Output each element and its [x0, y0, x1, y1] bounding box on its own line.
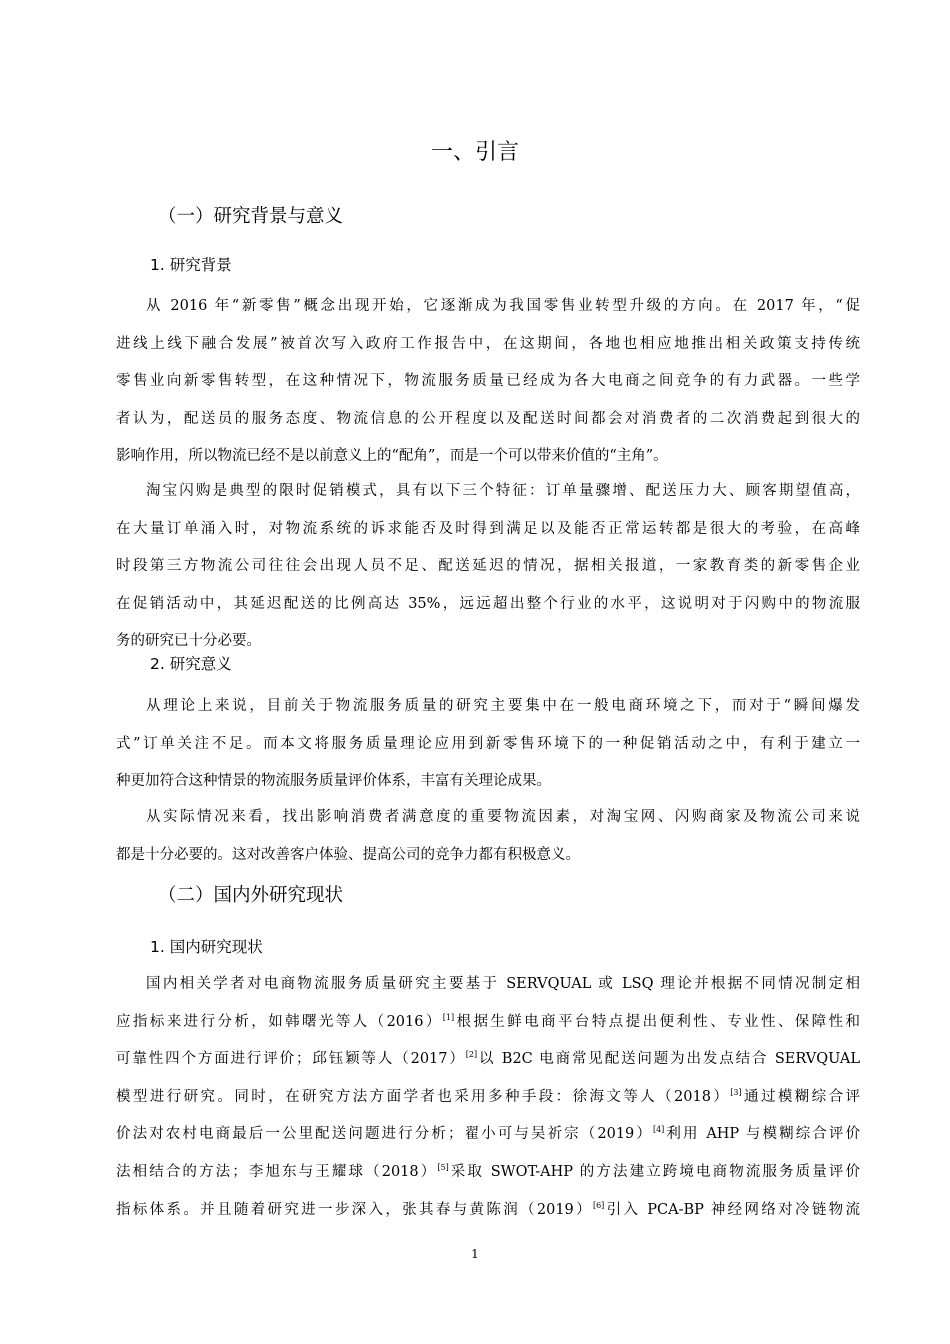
- body-paragraph: [116, 966, 860, 1229]
- paragraph-line: 零售业向新零售转型，在这种情况下，物流服务质量已经成为各大电商之间竞争的有力武器。一些学: [116, 373, 860, 390]
- paragraph-line: [116, 1041, 860, 1079]
- paragraph-line: 进线上线下融合发展”被首次写入政府工作报告中，在这期间，各地也相应地推出相关政策支持传统: [116, 335, 860, 352]
- paragraph-line: [116, 966, 860, 1004]
- citation-marker: [1]: [442, 1012, 455, 1022]
- paragraph-line: 种更加符合这种情景的物流服务质量评价体系，丰富有关理论成果。: [116, 773, 551, 790]
- text-run: 法相结合的方法；李旭东与王耀球（2018）: [116, 1163, 438, 1180]
- text-run: 利用 AHP 与模糊综合评价: [664, 1126, 860, 1143]
- text-run: 通过模糊综合评: [741, 1088, 860, 1105]
- chapter-heading: 一、引言: [430, 140, 519, 165]
- text-run: 可靠性四个方面进行评价；邱钰颖等人（2017）: [116, 1051, 466, 1068]
- paragraph-line: 务的研究已十分必要。: [116, 633, 261, 650]
- text-run: 价法对农村电商最后一公里配送问题进行分析；翟小可与吴祈宗（2019）: [116, 1126, 653, 1143]
- paragraph-line: [116, 1079, 860, 1117]
- paragraph-line: [116, 1154, 860, 1192]
- citation-marker: [2]: [465, 1050, 478, 1060]
- paragraph-line: 时段第三方物流公司往往会出现人员不足、配送延迟的情况，据相关报道，一家教育类的新零售企业: [116, 558, 860, 575]
- paragraph-line: 影响作用，所以物流已经不是以前意义上的“配角”，而是一个可以带来价值的“主角”。: [116, 448, 668, 465]
- section-heading: （二）国内外研究现状: [158, 885, 344, 906]
- subsection-heading: 1. 国内研究现状: [150, 938, 263, 956]
- paragraph-line: 从实际情况来看，找出影响消费者满意度的重要物流因素，对淘宝网、闪购商家及物流公司来说: [146, 809, 860, 825]
- body-paragraph: [116, 473, 860, 661]
- paragraph-line: [116, 1192, 860, 1230]
- paragraph-line: [116, 1004, 860, 1042]
- text-run: 采取 SWOT-AHP 的方法建立跨境电商物流服务质量评价: [448, 1163, 860, 1180]
- paragraph-line: 式”订单关注不足。而本文将服务质量理论应用到新零售环境下的一种促销活动之中，有利于建立一: [116, 735, 860, 752]
- paragraph-line: 从 2016 年“新零售”概念出现开始，它逐渐成为我国零售业转型升级的方向。在 2017 年，“促: [146, 298, 860, 314]
- paragraph-line: 在大量订单涌入时，对物流系统的诉求能否及时得到满足以及能否正常运转都是很大的考验，在高峰: [116, 520, 860, 537]
- paragraph-line: [116, 1116, 860, 1154]
- subsection-heading: 2. 研究意义: [150, 655, 232, 673]
- text-run: 模型进行研究。同时，在研究方法方面学者也采用多种手段：徐海文等人（2018）: [116, 1088, 731, 1105]
- body-paragraph: [116, 288, 860, 476]
- citation-marker: [5]: [437, 1162, 449, 1172]
- text-run: 应指标来进行分析，如韩曙光等人（2016）: [116, 1013, 443, 1030]
- body-paragraph: [116, 688, 860, 801]
- page-number: 1: [471, 1247, 479, 1261]
- text-run: 以 B2C 电商常见配送问题为出发点结合 SERVQUAL: [477, 1051, 860, 1068]
- citation-marker: [4]: [652, 1125, 665, 1135]
- text-run: 指标体系。并且随着研究进一步深入，张其春与黄陈润（2019）: [116, 1201, 593, 1218]
- paragraph-line: 在促销活动中，其延迟配送的比例高达 35%，远远超出整个行业的水平，这说明对于闪购中的物流服: [116, 595, 860, 612]
- paragraph-line: 从理论上来说，目前关于物流服务质量的研究主要集中在一般电商环境之下，而对于“瞬间爆发: [146, 698, 860, 714]
- text-run: 国内相关学者对电商物流服务质量研究主要基于 SERVQUAL 或 LSQ 理论并根据不同情况制定相: [146, 976, 860, 992]
- paragraph-line: 者认为，配送员的服务态度、物流信息的公开程度以及配送时间都会对消费者的二次消费起到很大的: [116, 410, 860, 427]
- subsection-heading: 1. 研究背景: [150, 256, 232, 274]
- paragraph-line: 都是十分必要的。这对改善客户体验、提高公司的竞争力都有积极意义。: [116, 846, 580, 863]
- citation-marker: [6]: [592, 1200, 605, 1210]
- citation-marker: [3]: [730, 1087, 742, 1097]
- body-paragraph: [116, 799, 860, 874]
- section-heading: （一）研究背景与意义: [158, 206, 344, 227]
- paragraph-line: 淘宝闪购是典型的限时促销模式，具有以下三个特征：订单量骤增、配送压力大、顾客期望值高，: [146, 483, 860, 499]
- text-run: 根据生鲜电商平台特点提出便利性、专业性、保障性和: [454, 1013, 860, 1030]
- text-run: 引入 PCA-BP 神经网络对冷链物流: [604, 1201, 860, 1218]
